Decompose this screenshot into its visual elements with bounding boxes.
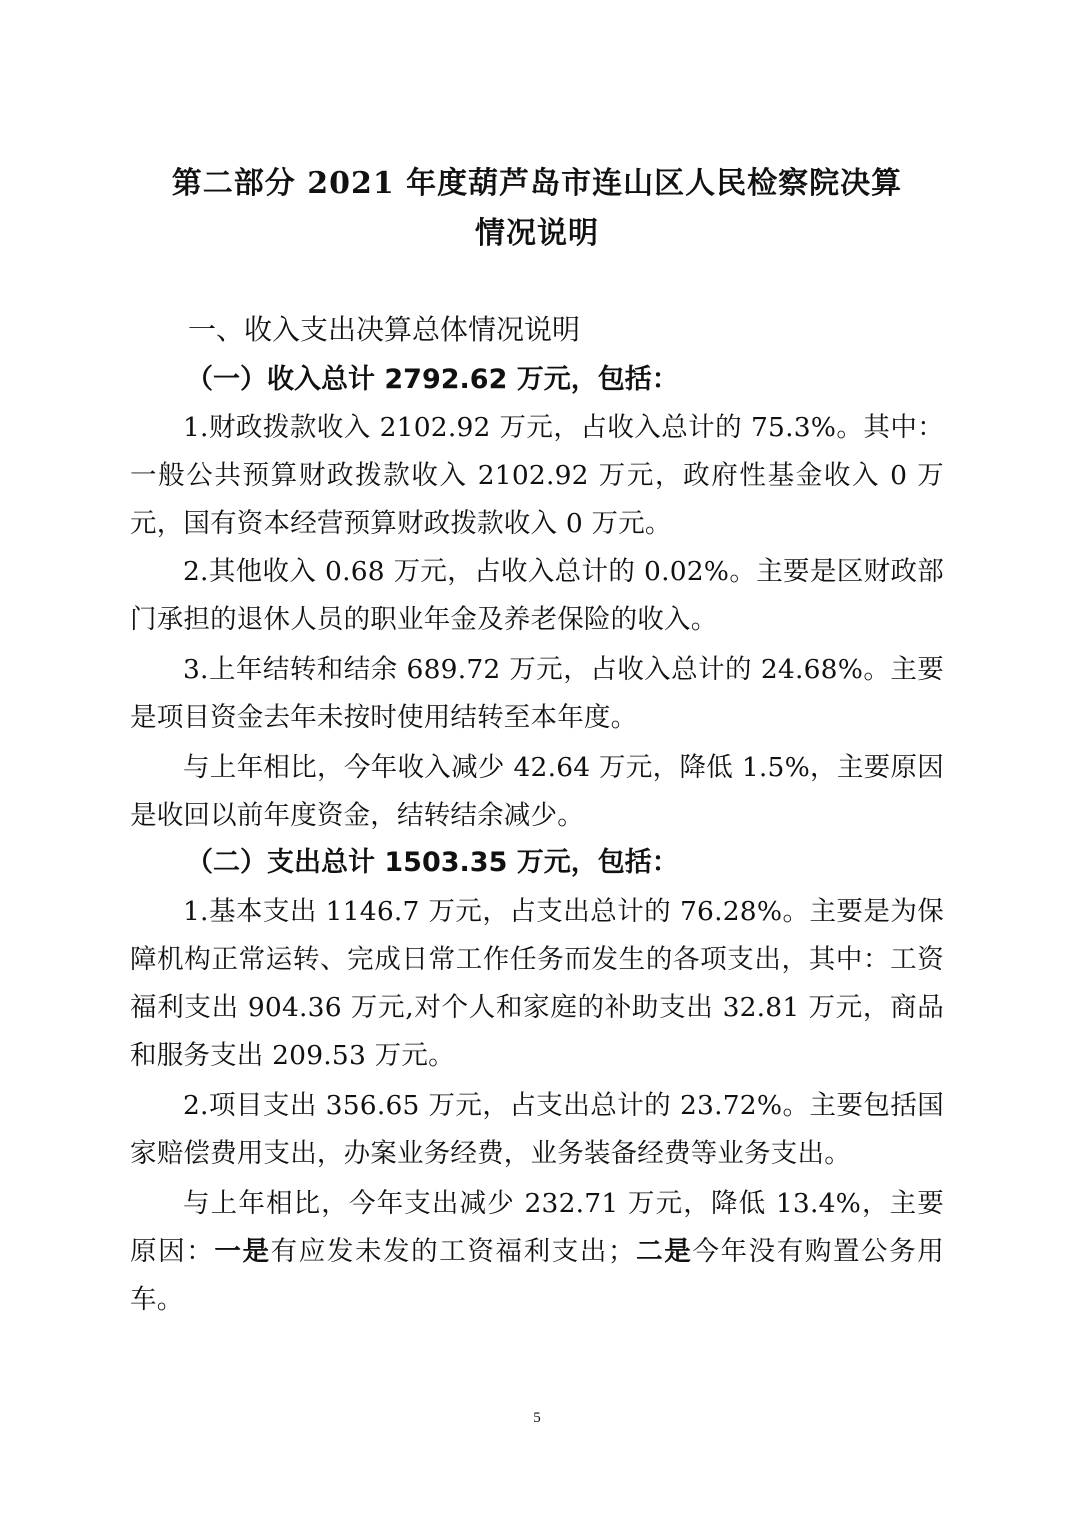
income-comparison-paragraph: 与上年相比，今年收入减少 42.64 万元，降低 1.5%，主要原因是收回以前年度资金，结转结余减少。 [130,752,944,831]
income-item-other: 2.其他收入 0.68 万元，占收入总计的 0.02%。主要是区财政部门承担的退休人员的职业年金及养老保险的收入。 [130,556,944,635]
page-number: 5 [533,1410,541,1426]
expense-comparison-text-2: 有应发未发的工资福利支出； [270,1236,635,1267]
reason-one-label: 一是 [214,1236,271,1267]
expense-comparison-text-3: 今年没有购置公务用车。 [130,1236,944,1315]
income-item-fiscal-appropriation: 1.财政拨款收入 2102.92 万元，占收入总计的 75.3%。其中：一般公共预算财政拨款收入 2102.92 万元，政府性基金收入 0 万元，国有资本经营预算财政拨款收入 0 万元。 [130,412,944,539]
income-item-carryover: 3.上年结转和结余 689.72 万元，占收入总计的 24.68%。主要是项目资金去年未按时使用结转至本年度。 [130,654,944,733]
document-title-line-1: 第二部分 2021 年度葫芦岛市连山区人民检察院决算 [171,166,903,201]
reason-two-label: 二是 [634,1236,693,1267]
document-title-line-2: 情况说明 [475,216,599,251]
expense-total-heading: （二）支出总计 1503.35 万元，包括： [186,847,679,878]
expense-item-project: 2.项目支出 356.65 万元，占支出总计的 23.72%。主要包括国家赔偿费用支出，办案业务经费，业务装备经费等业务支出。 [130,1090,944,1169]
income-total-heading: （一）收入总计 2792.62 万元，包括： [186,364,679,395]
expense-comparison-paragraph [130,1180,944,1324]
section-heading-overview: 一、收入支出决算总体情况说明 [188,313,581,346]
expense-item-basic: 1.基本支出 1146.7 万元，占支出总计的 76.28%。主要是为保障机构正常运转、完成日常工作任务而发生的各项支出，其中：工资福利支出 904.36 万元,对个人和家庭的补助支出 32.81 万元，商品和服务支出 209.53 万元。 [130,896,944,1071]
expense-comparison-text-1: 与上年相比，今年支出减少 232.71 万元，降低 13.4%，主要原因： [130,1188,944,1267]
